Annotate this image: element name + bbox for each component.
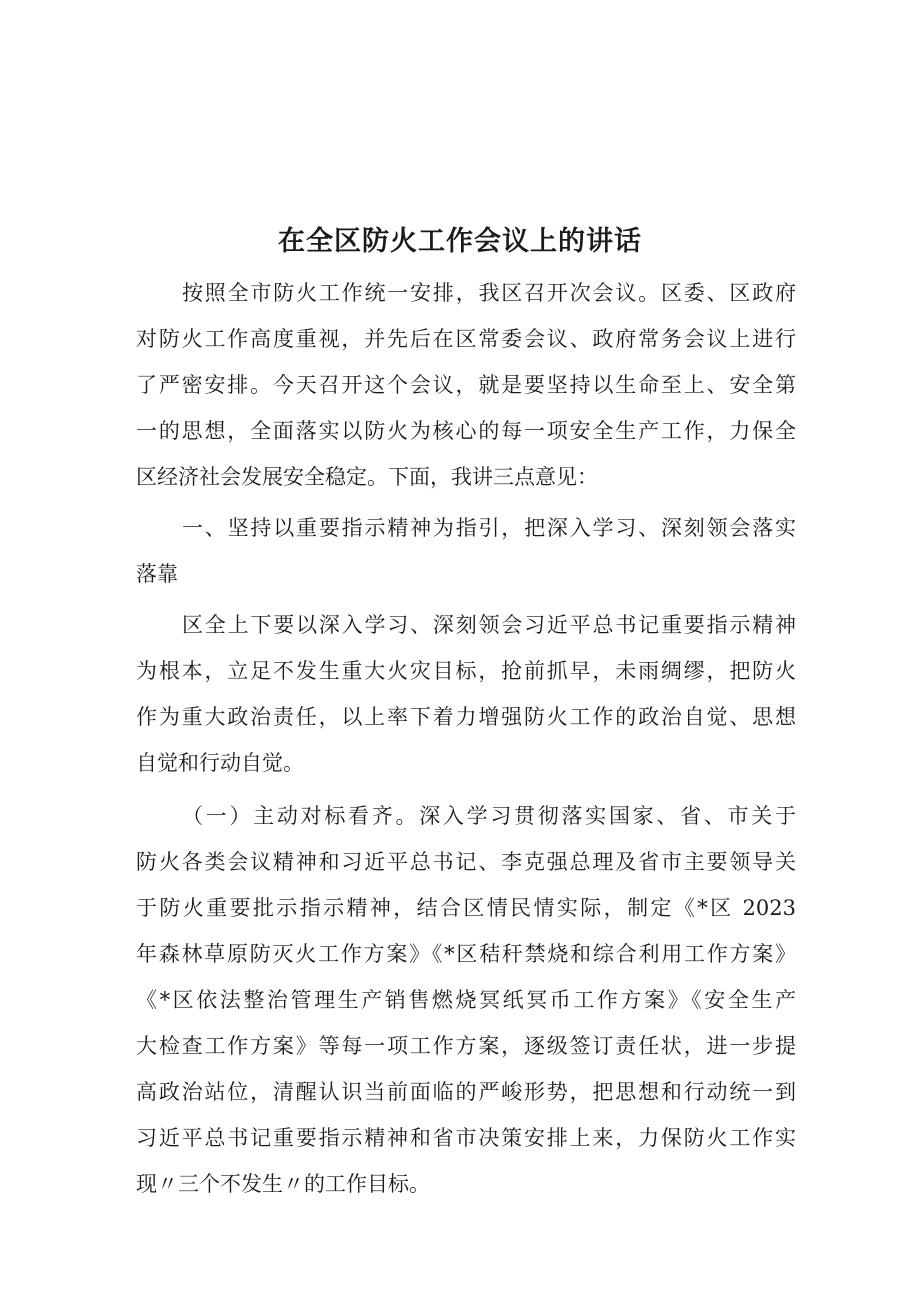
- section-heading-one-line-2: 落靠: [136, 562, 178, 586]
- subsection-one-line-6: 大检查工作方案》等每一项工作方案，逐级签订责任状，进一步提: [136, 1034, 796, 1058]
- subsection-one-line-4: 年森林草原防灭火工作方案》《*区秸秆禁烧和综合利用工作方案》: [136, 942, 796, 966]
- subsection-one-line-9: 现〃三个不发生〃的工作目标。: [136, 1172, 430, 1196]
- subsection-one-line-2: 防火各类会议精神和习近平总书记、李克强总理及省市主要领导关: [136, 850, 796, 874]
- section-heading-one-line-1: 一、坚持以重要指示精神为指引，把深入学习、深刻领会落实: [182, 516, 796, 540]
- intro-line-5: 区经济社会发展安全稳定。下面，我讲三点意见：: [136, 465, 598, 489]
- intro-line-4: 一的思想，全面落实以防火为核心的每一项安全生产工作，力保全: [136, 419, 796, 443]
- intro-line-2: 对防火工作高度重视，并先后在区常委会议、政府常务会议上进行: [136, 327, 796, 351]
- body-one-line-2: 为根本，立足不发生重大火灾目标，抢前抓早，未雨绸缪，把防火: [136, 659, 796, 683]
- document-title: 在全区防火工作会议上的讲话: [278, 226, 642, 257]
- subsection-one-line-3: 于防火重要批示指示精神，结合区情民情实际，制定《*区 2023: [136, 896, 796, 920]
- subsection-one-line-8: 习近平总书记重要指示精神和省市决策安排上来，力保防火工作实: [136, 1126, 796, 1150]
- body-one-line-1: 区全上下要以深入学习、深刻领会习近平总书记重要指示精神: [182, 613, 796, 637]
- intro-line-1: 按照全市防火工作统一安排，我区召开次会议。区委、区政府: [182, 281, 796, 305]
- body-one-line-3: 作为重大政治责任，以上率下着力增强防火工作的政治自觉、思想: [136, 705, 796, 729]
- subsection-one-line-7: 高政治站位，清醒认识当前面临的严峻形势，把思想和行动统一到: [136, 1080, 796, 1104]
- intro-line-3: 了严密安排。今天召开这个会议，就是要坚持以生命至上、安全第: [136, 373, 796, 397]
- body-one-line-4: 自觉和行动自觉。: [136, 751, 304, 775]
- subsection-one-line-5: 《*区依法整治管理生产销售燃烧冥纸冥币工作方案》《安全生产: [136, 988, 796, 1012]
- subsection-one-line-1: （一）主动对标看齐。深入学习贯彻落实国家、省、市关于: [182, 804, 796, 828]
